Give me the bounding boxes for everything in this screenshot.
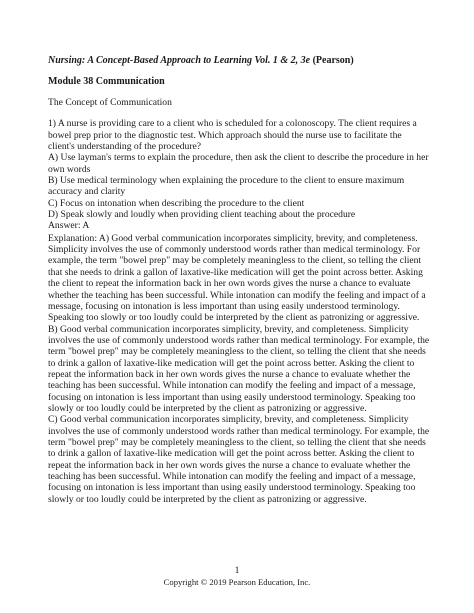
- page-number: 1: [234, 565, 240, 576]
- copyright-notice: Copyright © 2019 Pearson Education, Inc.: [163, 577, 311, 587]
- concept-heading: The Concept of Communication: [48, 97, 172, 108]
- page-content: [48, 55, 430, 505]
- question-block: [48, 118, 430, 505]
- option-b: B) Use medical terminology when explaining the procedure to the client to ensure maximum accuracy and clarity: [48, 175, 405, 198]
- explanation-c: C) Good verbal communication incorporates simplicity, brevity, and completeness. Simplicity involves the use of commonly understood words rather than medical terminology. For example, the term "bowel prep" may be completely meaningless to the client, so telling the client that she needs to drink a gallon of laxative-like medication will get the point across better. Asking the client to repeat the information back in her own words gives the nurse a chance to evaluate whether the teaching has been successful. While intonation can modify the feeling and impact of a message, focusing on intonation is less important than using easily understood terminology. Speaking too slowly or too loudly could be interpreted by the client as patronizing or aggressive.: [48, 414, 430, 505]
- publisher-name: (Pearson): [310, 55, 354, 66]
- question-stem: 1) A nurse is providing care to a client who is scheduled for a colonoscopy. The client requires a bowel prep prior to the diagnostic test. Which approach should the nurse use to facilitate the client's understanding of the procedure?: [48, 118, 417, 153]
- explanation-b: B) Good verbal communication incorporates simplicity, brevity, and completeness. Simplicity involves the use of commonly understood words rather than medical terminology. For example, the term "bowel prep" may be completely meaningless to the client, so telling the client that she needs to drink a gallon of laxative-like medication will get the point across better. Asking the client to repeat the information back in her own words gives the nurse a chance to evaluate whether the teaching has been successful. While intonation can modify the feeling and impact of a message, focusing on intonation is less important than using easily understood terminology. Speaking too slowly or too loudly could be interpreted by the client as patronizing or aggressive.: [48, 323, 430, 414]
- explanation-a: Explanation: A) Good verbal communication incorporates simplicity, brevity, and completeness. Simplicity involves the use of commonly understood words rather than medical terminology. For example, the term "bowel prep" may be completely meaningless to the client, so telling the client that she needs to drink a gallon of laxative-like medication will get the point across better. Asking the client to repeat the information back in her own words gives the nurse a chance to evaluate whether the teaching has been successful. While intonation can modify the feeling and impact of a message, focusing on intonation is less important than using easily understood terminology. Speaking too slowly or too loudly could be interpreted by the client as patronizing or aggressive.: [48, 232, 426, 324]
- option-a: A) Use layman's terms to explain the procedure, then ask the client to describe the procedure in her own words: [48, 152, 429, 175]
- module-heading: Module 38 Communication: [48, 76, 165, 87]
- book-title: Nursing: A Concept-Based Approach to Learning Vol. 1 & 2, 3e: [48, 55, 311, 66]
- document-title: [48, 55, 430, 67]
- option-d: D) Speak slowly and loudly when providing client teaching about the procedure: [48, 209, 356, 221]
- answer-line: Answer: A: [48, 220, 90, 232]
- option-c: C) Focus on intonation when describing the procedure to the client: [48, 197, 305, 209]
